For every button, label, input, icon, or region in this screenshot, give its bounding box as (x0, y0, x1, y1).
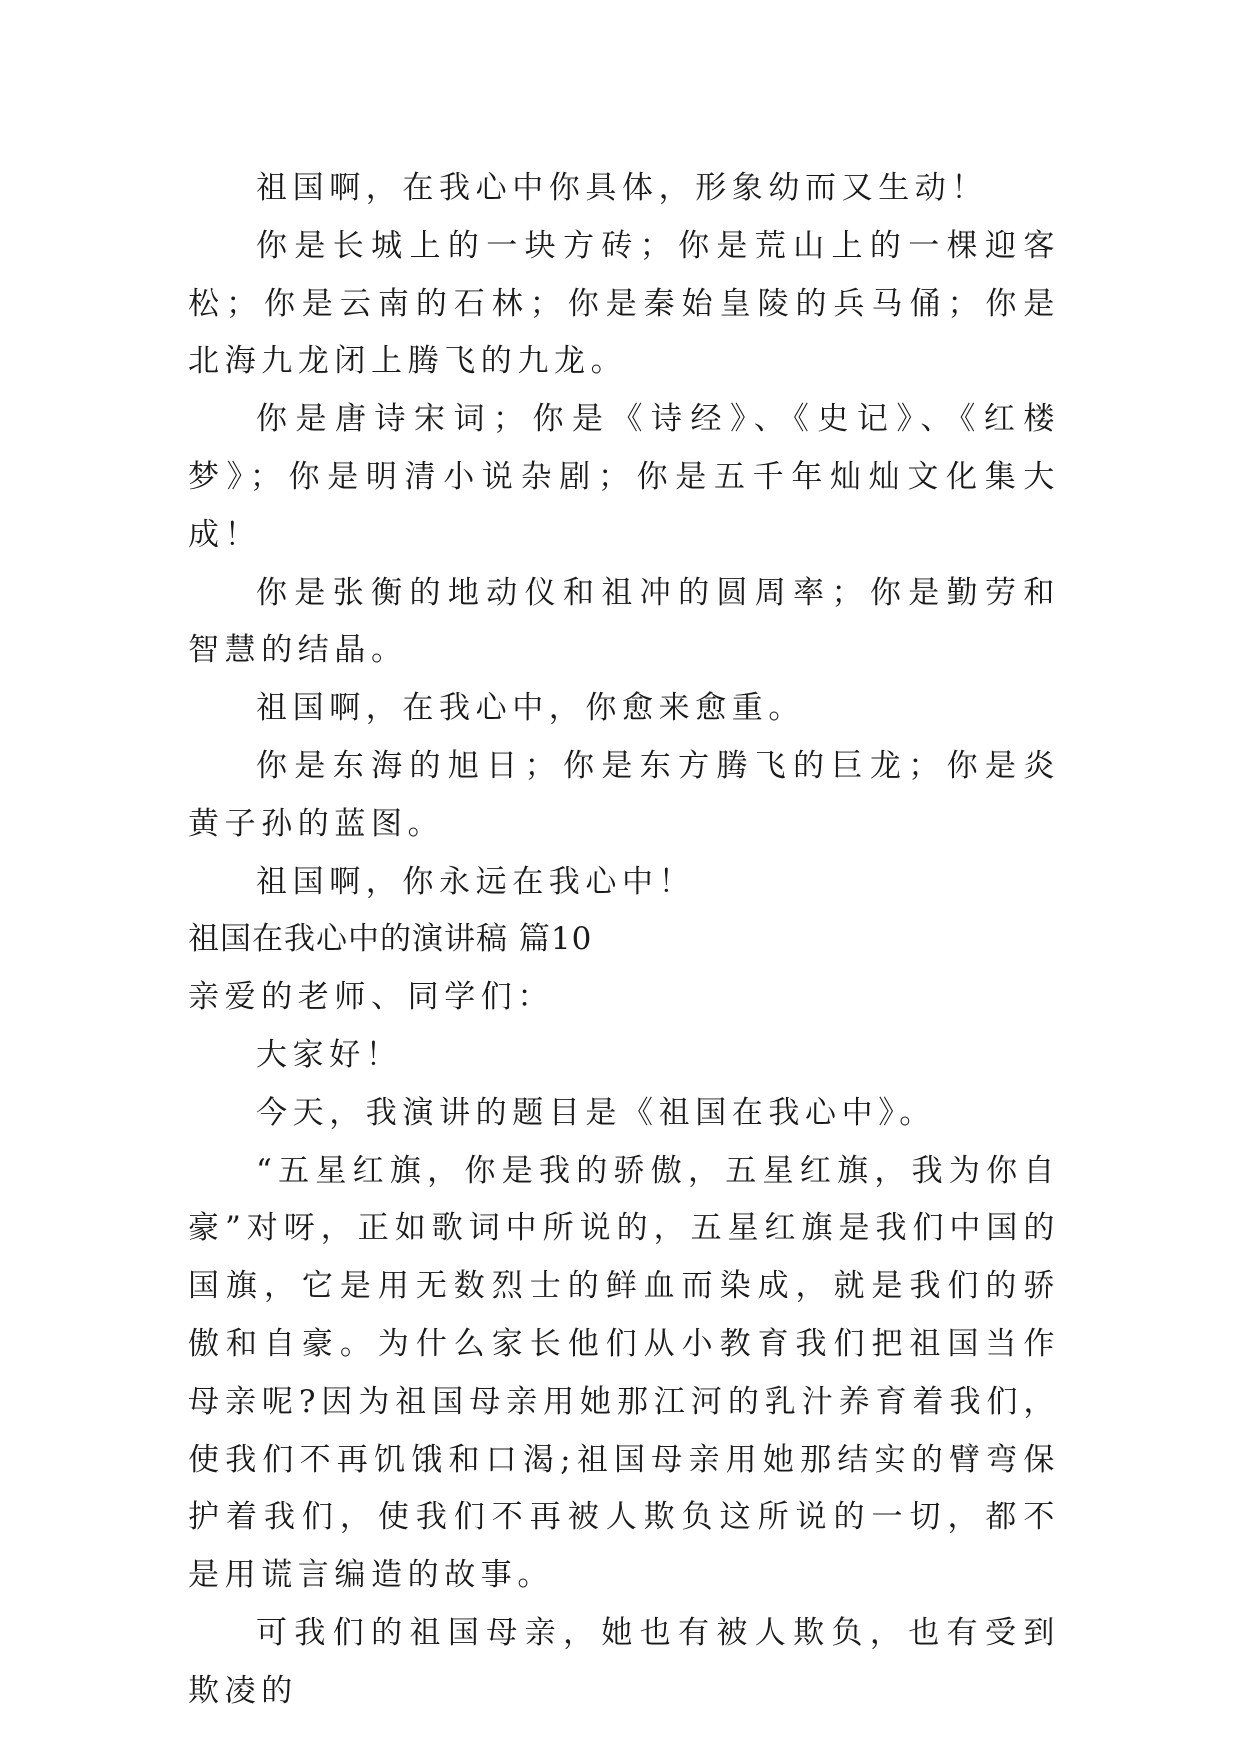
paragraph-4: 你是张衡的地动仪和祖冲的圆周率；你是勤劳和智慧的结晶。 (188, 574, 1060, 669)
paragraph-flag: “五星红旗，你是我的骄傲，五星红旗，我为你自豪”对呀，正如歌词中所说的，五星红旗是我们中国的国旗，它是用无数烈士的鲜血而染成，就是我们的骄傲和自豪。为什么家长他们从小教育我们把祖国当作母亲呢?因为祖国母亲用她那江河的乳汁养育着我们，使我们不再饥饿和口渴;祖国母亲用她那结实的臂弯保护着我们，使我们不再被人欺负这所说的一切，都不是用谎言编造的故事。 (188, 1152, 1060, 1594)
paragraph-topic: 今天，我演讲的题目是《祖国在我心中》。 (256, 1094, 936, 1131)
paragraph-1: 祖国啊，在我心中你具体，形象幼而又生动！ (256, 170, 988, 206)
paragraph-3: 你是唐诗宋词；你是《诗经》、《史记》、《红楼梦》；你是明清小说杂剧；你是五千年灿灿文化集大成！ (188, 401, 1060, 553)
document-body (188, 160, 1060, 1721)
paragraph-6: 你是东海的旭日；你是东方腾飞的巨龙；你是炎黄子孙的蓝图。 (188, 747, 1060, 842)
paragraph-last: 可我们的祖国母亲，她也有被人欺负，也有受到欺凌的 (188, 1614, 1060, 1709)
paragraph-5: 祖国啊，在我心中，你愈来愈重。 (256, 690, 805, 727)
section-heading: 祖国在我心中的演讲稿 篇10 (188, 921, 593, 958)
paragraph-7: 祖国啊，你永远在我心中！ (256, 863, 696, 900)
salutation: 亲爱的老师、同学们： (188, 979, 554, 1016)
paragraph-2: 你是长城上的一块方砖；你是荒山上的一棵迎客松；你是云南的石林；你是秦始皇陵的兵马俑；你是北海九龙闭上腾飞的九龙。 (188, 227, 1060, 380)
paragraph-greeting: 大家好！ (256, 1036, 403, 1073)
